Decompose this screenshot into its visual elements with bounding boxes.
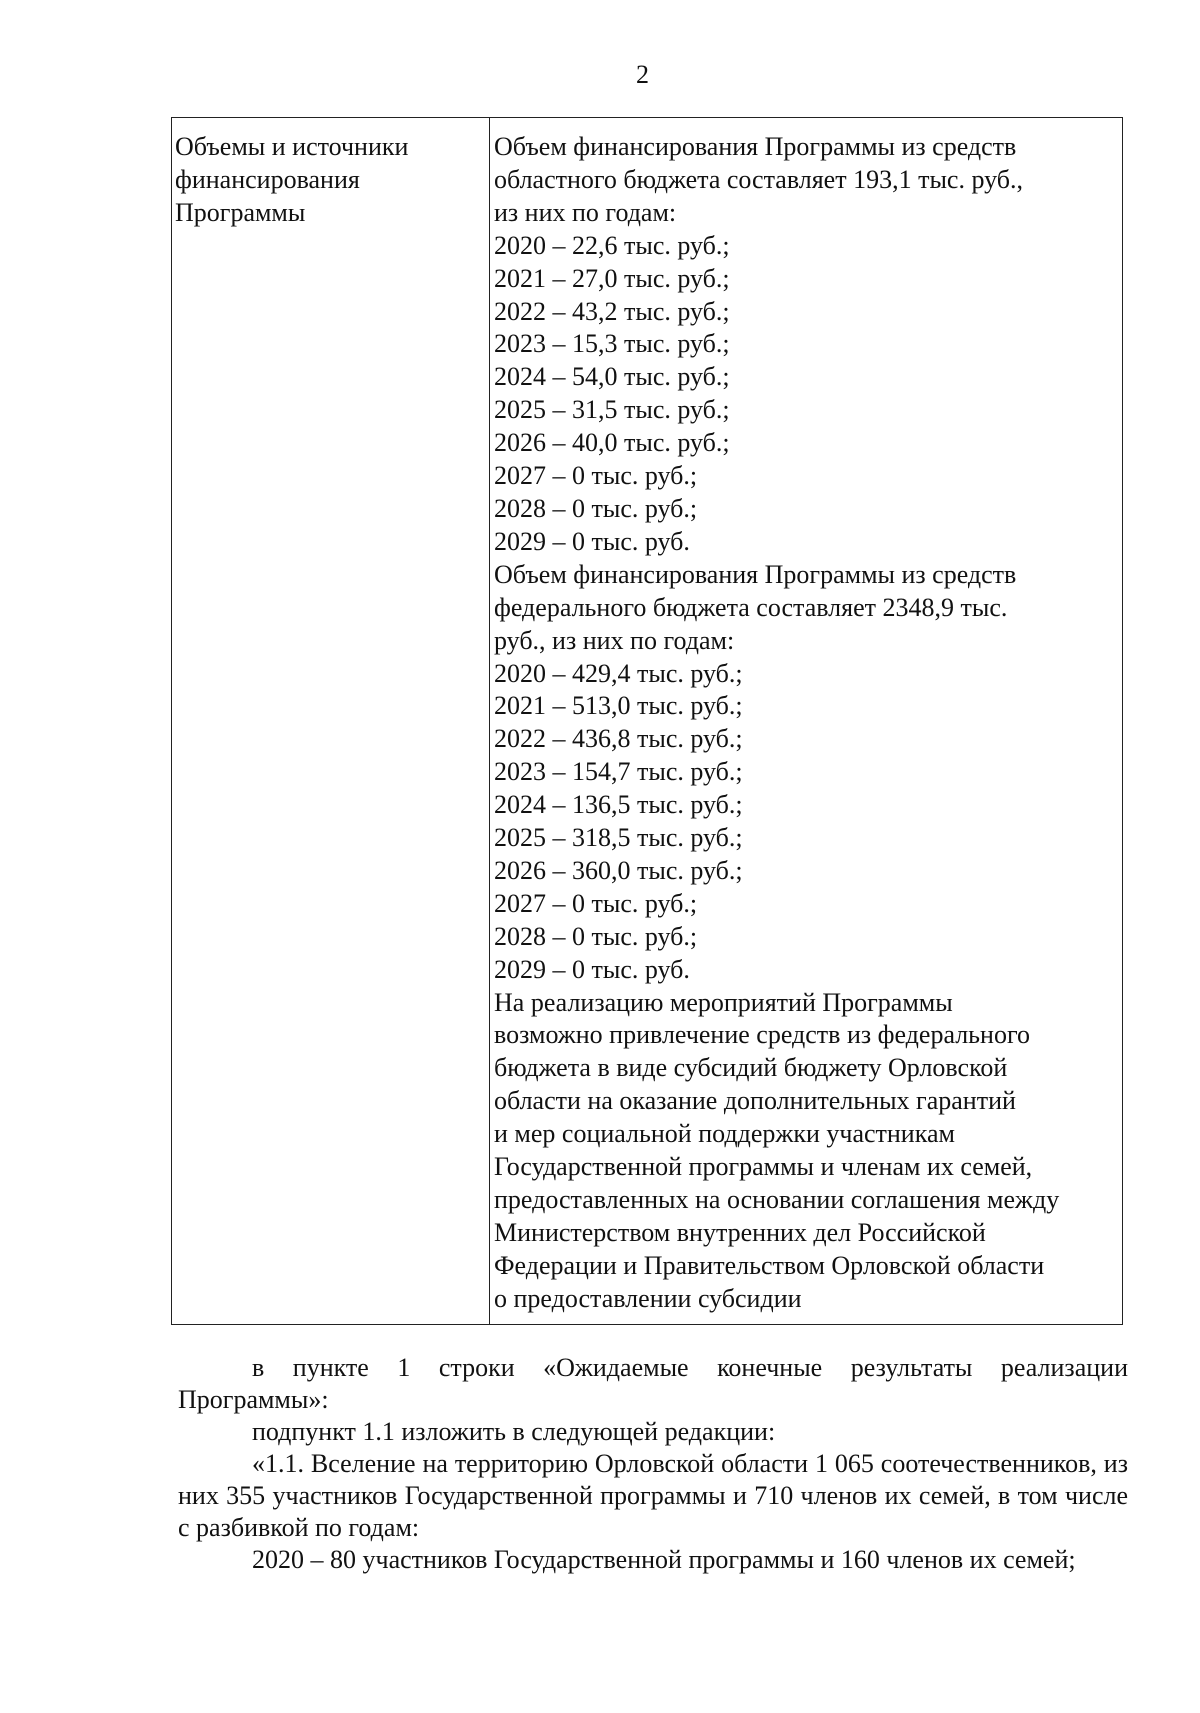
cell-line: 2028 – 0 тыс. руб.; bbox=[494, 921, 698, 951]
cell-line: руб., из них по годам: bbox=[494, 625, 735, 655]
cell-line: 2027 – 0 тыс. руб.; bbox=[494, 461, 698, 491]
table-cell-label bbox=[172, 118, 490, 1325]
cell-line: Объемы и источники bbox=[175, 132, 409, 161]
cell-line: 2023 – 154,7 тыс. руб.; bbox=[494, 757, 743, 787]
program-passport-table bbox=[171, 117, 1123, 1325]
cell-line: 2025 – 31,5 тыс. руб.; bbox=[494, 395, 730, 425]
cell-line: Объем финансирования Программы из средств bbox=[494, 132, 1017, 161]
cell-line: 2020 – 22,6 тыс. руб.; bbox=[494, 230, 730, 260]
cell-line: 2023 – 15,3 тыс. руб.; bbox=[494, 329, 730, 359]
paragraph-subclause: подпункт 1.1 изложить в следующей редакции: bbox=[252, 1417, 776, 1446]
cell-line: 2026 – 360,0 тыс. руб.; bbox=[494, 855, 743, 885]
cell-line: бюджета в виде субсидий бюджету Орловской bbox=[494, 1053, 1008, 1083]
cell-line: 2029 – 0 тыс. руб. bbox=[494, 954, 690, 984]
cell-line: возможно привлечение средств из федерального bbox=[494, 1020, 1030, 1050]
cell-line: 2021 – 27,0 тыс. руб.; bbox=[494, 263, 730, 293]
cell-line: Федерации и Правительством Орловской области bbox=[494, 1250, 1045, 1280]
cell-line: 2029 – 0 тыс. руб. bbox=[494, 526, 690, 556]
cell-line: федерального бюджета составляет 2348,9 тыс. bbox=[494, 592, 1008, 622]
cell-line: 2021 – 513,0 тыс. руб.; bbox=[494, 691, 743, 721]
table-cell-content bbox=[490, 118, 1123, 1325]
paragraph-resettlement: «1.1. Вселение на территорию Орловской области 1 065 соотечественников, из них 355 участников Государственной программы и 710 членов их семей, в том числе с разбивкой по годам: bbox=[178, 1449, 1128, 1542]
cell-line: На реализацию мероприятий Программы bbox=[494, 987, 953, 1017]
page-number: 2 bbox=[636, 60, 649, 89]
cell-line: 2025 – 318,5 тыс. руб.; bbox=[494, 823, 743, 853]
cell-line: финансирования bbox=[175, 164, 360, 194]
cell-line: о предоставлении субсидии bbox=[494, 1283, 802, 1313]
paragraph-expected-results: в пункте 1 строки «Ожидаемые конечные результаты реализации Программы»: bbox=[178, 1353, 1128, 1414]
cell-line: области на оказание дополнительных гарантий bbox=[494, 1086, 1016, 1116]
cell-line: 2022 – 43,2 тыс. руб.; bbox=[494, 296, 730, 326]
cell-line: 2028 – 0 тыс. руб.; bbox=[494, 493, 698, 523]
cell-line: 2024 – 54,0 тыс. руб.; bbox=[494, 362, 730, 392]
cell-line: и мер социальной поддержки участникам bbox=[494, 1119, 955, 1149]
cell-line: предоставленных на основании соглашения между bbox=[494, 1185, 1060, 1214]
cell-line: 2022 – 436,8 тыс. руб.; bbox=[494, 724, 743, 754]
cell-line: 2026 – 40,0 тыс. руб.; bbox=[494, 428, 730, 458]
cell-line: из них по годам: bbox=[494, 197, 677, 227]
paragraph-year-2020: 2020 – 80 участников Государственной программы и 160 членов их семей; bbox=[252, 1545, 1076, 1574]
cell-line: Программы bbox=[175, 197, 306, 227]
cell-line: Министерством внутренних дел Российской bbox=[494, 1217, 986, 1247]
cell-line: 2024 – 136,5 тыс. руб.; bbox=[494, 790, 743, 820]
cell-line: Государственной программы и членам их семей, bbox=[494, 1152, 1033, 1182]
table-row bbox=[172, 118, 1123, 1325]
cell-line: 2027 – 0 тыс. руб.; bbox=[494, 888, 698, 918]
cell-line: областного бюджета составляет 193,1 тыс. руб., bbox=[494, 164, 1024, 194]
cell-line: 2020 – 429,4 тыс. руб.; bbox=[494, 658, 743, 688]
cell-line: Объем финансирования Программы из средств bbox=[494, 559, 1017, 589]
body-text bbox=[178, 1352, 1128, 1576]
